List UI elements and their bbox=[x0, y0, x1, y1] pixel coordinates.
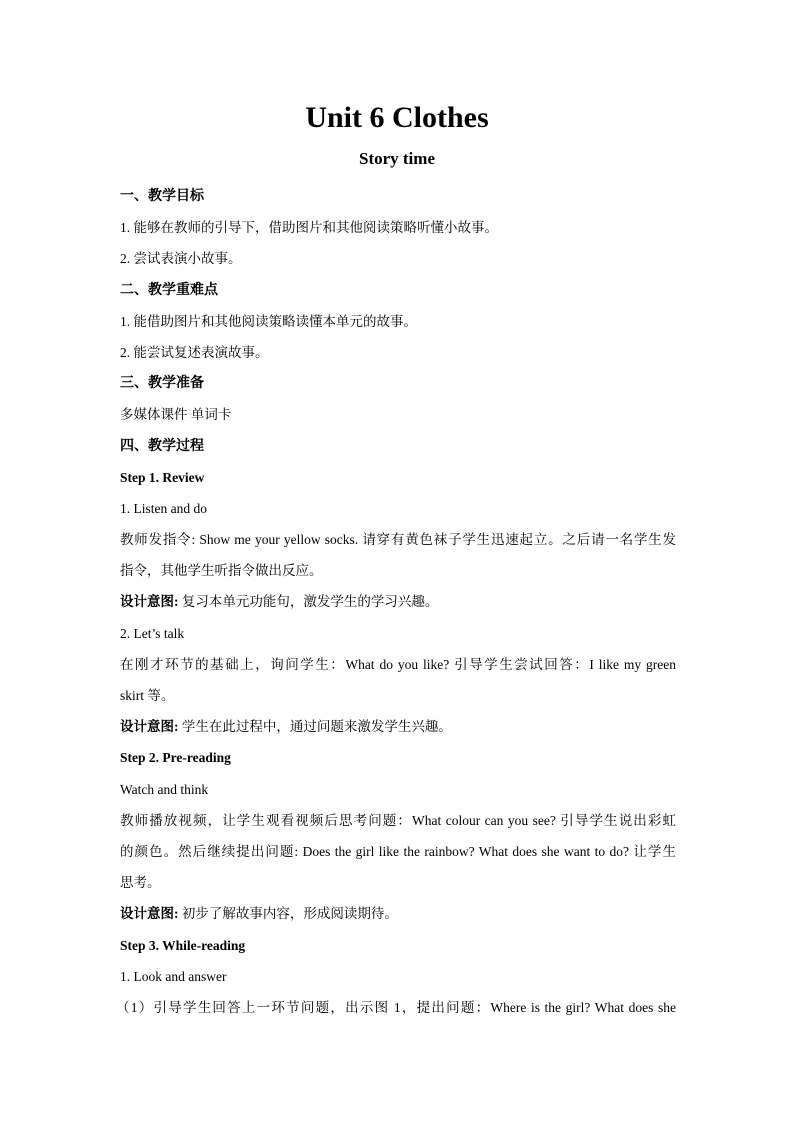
step1-paragraph2-line2: skirt 等。 bbox=[120, 688, 175, 703]
objective-item-2: 2. 尝试表演小故事。 bbox=[120, 251, 242, 267]
step3-sub1: 1. Look and answer bbox=[120, 968, 227, 984]
design-intent-text: 复习本单元功能句，激发学生的学习兴趣。 bbox=[178, 594, 439, 610]
step2-paragraph1-line3: 思考。 bbox=[120, 875, 161, 891]
design-intent-label: 设计意图: bbox=[120, 906, 179, 922]
design-intent-label: 设计意图: bbox=[120, 719, 179, 735]
step2-paragraph1-line2: 的颜色。然后继续提出问题: Does the girl like the rainbow? What does she want to do? 让学生 bbox=[120, 843, 676, 859]
section-heading-preparation: 三、教学准备 bbox=[120, 376, 204, 392]
step2-design-intent bbox=[120, 898, 676, 929]
key-point-item-2: 2. 能尝试复述表演故事。 bbox=[120, 344, 269, 360]
document-subtitle: Story time bbox=[358, 149, 435, 168]
step3-paragraph1-line1: （1）引导学生回答上一环节问题，出示图 1，提出问题：Where is the girl? What does she bbox=[116, 999, 676, 1015]
section-heading-key-points: 二、教学重难点 bbox=[120, 282, 218, 298]
document-body bbox=[116, 181, 676, 1023]
step2-title: Step 2. Pre-reading bbox=[120, 750, 231, 766]
design-intent-text: 学生在此过程中，通过问题来激发学生兴趣。 bbox=[178, 719, 452, 735]
key-point-item-1: 1. 能借助图片和其他阅读策略读懂本单元的故事。 bbox=[120, 313, 417, 329]
step1-paragraph1-line1: 教师发指令: Show me your yellow socks. 请穿有黄色袜子学生迅速起立。之后请一名学生发 bbox=[120, 532, 676, 548]
step1-sub2: 2. Let’s talk bbox=[120, 625, 185, 641]
step1-sub1: 1. Listen and do bbox=[120, 500, 207, 516]
step1-paragraph1-line2: 指令，其他学生听指令做出反应。 bbox=[120, 563, 323, 579]
step1-design-intent-1 bbox=[120, 586, 676, 617]
step1-title: Step 1. Review bbox=[120, 469, 205, 485]
step2-sub1: Watch and think bbox=[120, 781, 209, 797]
section-heading-procedure: 四、教学过程 bbox=[120, 438, 204, 454]
step1-paragraph2-line1: 在刚才环节的基础上，询问学生：What do you like? 引导学生尝试回答：I like my green bbox=[120, 656, 676, 672]
section-heading-objectives: 一、教学目标 bbox=[120, 189, 204, 204]
design-intent-label: 设计意图: bbox=[120, 594, 179, 610]
objective-item-1: 1. 能够在教师的引导下，借助图片和其他阅读策略听懂小故事。 bbox=[120, 220, 498, 236]
step3-title: Step 3. While-reading bbox=[120, 937, 246, 953]
document-title: Unit 6 Clothes bbox=[305, 101, 489, 134]
design-intent-text: 初步了解故事内容，形成阅读期待。 bbox=[178, 906, 398, 922]
step2-paragraph1-line1: 教师播放视频，让学生观看视频后思考问题：What colour can you see? 引导学生说出彩虹 bbox=[120, 812, 676, 828]
step1-design-intent-2 bbox=[120, 711, 676, 742]
preparation-text: 多媒体课件 单词卡 bbox=[120, 407, 232, 423]
